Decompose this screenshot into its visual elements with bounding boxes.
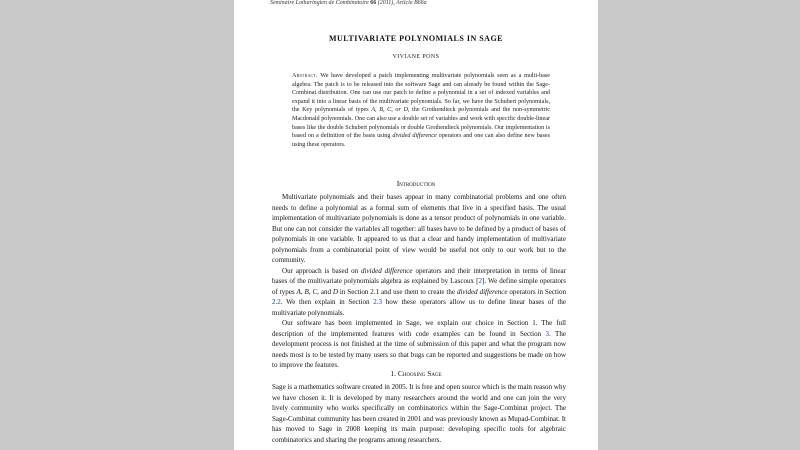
journal-volume: 66 — [370, 0, 377, 6]
abstract-text-2: , the Grothendieck polynomials and the non-symmetric Macdonald polynomials. One can also use a double set of variables and work with specific double-linear bases like the double Schubert polynomials or double Grothendieck polynomials. Our implementation is based on a definition of the basis using — [292, 107, 550, 140]
introduction-heading: Introduction — [396, 179, 436, 188]
intro-paragraph-3: Our software has been implemented in Sage, we explain our choice in Section 1. The full description of the implemented features with code examples can be found in Section 3. The development process is not finished at the time of submission of this paper and what the program now needs most is to be tested by many users so that bugs can be reported and suggestions be made on how to improve the features. — [272, 319, 566, 369]
section-link-2-3[interactable]: 2.3 — [373, 298, 382, 306]
journal-article: (2011), Article B66a — [377, 0, 427, 6]
abstract-divided: divided — [392, 133, 411, 140]
section1-paragraph-1: Sage is a mathematics software created in 2005. It is free and open source which is the main reason why we have chosen it. It is developed by many researchers around the world and one can join the very lively community who works specifically on combinatorics within the Sage-Combinat project. The Sage-Combinat community has been created in 2001 and was previously known as Mupad-Combinat. It has moved to Sage in 2008 keeping its main purpose: developing specific tools for algebraic combinatorics and sharing the programs among researchers. — [272, 383, 566, 444]
journal-name: Séminaire Lotharingien de Combinatoire — [270, 0, 369, 6]
intro-paragraph-2: Our approach is based on divided difference operators and their interpretation in terms of linear bases of the multivariate polynomials algebra as explained by Lascoux [2]. We define simple operators of types A, B, C, and D in Section 2.1 and use them to create the divided difference operators in Section 2.2. We then explain in Section 2.3 how these operators allow us to define linear bases of the multivariate polynomials. — [272, 266, 567, 317]
paper-title: MULTIVARIATE POLYNOMIALS IN SAGE — [328, 34, 504, 43]
paper-author: VIVIANE PONS — [392, 54, 440, 60]
intro-paragraph-1: Multivariate polynomials and their bases appear in many combinatorial problems and one often needs to define a polynomial as a formal sum of elements that live in a specified basis. The usual implementation of multivariate polynomials is done as a tensor product of polynomials in one variable. But one can not consider the variables all together: all bases have to be defined by a product of bases of polynomials in one variable. It appeared to us that a clear and handy implementation of multivariate polynomials from a combinatorial point of view would be useful not only to our work but to the community. — [272, 193, 566, 264]
abstract-difference: difference — [412, 133, 437, 140]
section-link-2-2[interactable]: 2.2 — [272, 298, 281, 306]
section-link-3[interactable]: 3 — [545, 329, 550, 338]
abstract-label: Abstract. — [292, 73, 318, 79]
section1-body — [272, 382, 566, 445]
abstract-text-3: operators and one can also define new bases using these operators. — [292, 133, 550, 148]
journal-header — [270, 0, 427, 6]
paper-page — [234, 0, 598, 450]
abstract-text-1: We have developed a patch implementing multivariate polynomials seen as a multi-base algebra. The patch is to be released into the software Sage and can already be found within the Sage-Combinat distribution. One can use our patch to define a polynomial in a set of indexed variables and expand it into a linear basis of the multivariate polynomials. So far, we have the Schubert polynomials, the Key polynomials of types — [292, 73, 550, 114]
abstract — [292, 72, 550, 149]
introduction-body — [272, 192, 566, 371]
abstract-types: A, B, C, or D — [371, 107, 408, 114]
section1-heading: 1. Choosing Sage — [390, 369, 442, 378]
citation-link[interactable]: 2 — [478, 277, 482, 285]
